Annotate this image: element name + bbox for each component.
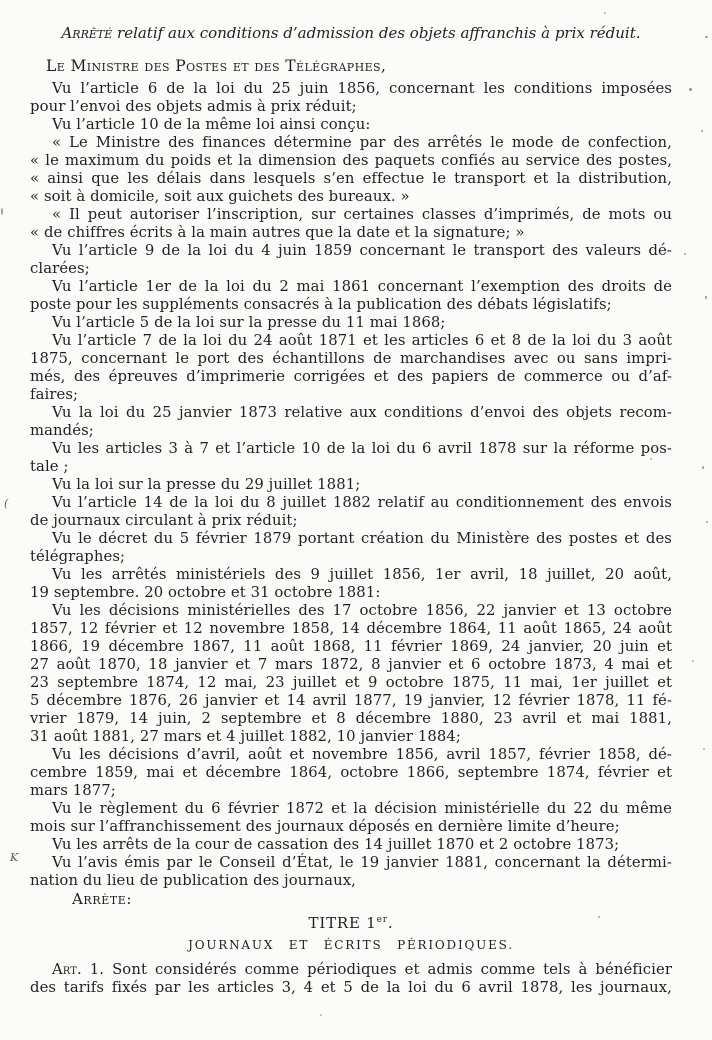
text-line: Vu le décret du 5 février 1879 portant création du Ministère des postes et des <box>52 530 672 547</box>
document-content <box>30 24 672 997</box>
scan-speck <box>705 36 708 38</box>
text-line: nation du lieu de publication des journaux, <box>30 872 356 889</box>
scan-speck <box>692 660 694 662</box>
text-line: Vu l’article 10 de la même loi ainsi conçu: <box>52 116 371 133</box>
scan-speck <box>689 88 692 91</box>
text-line: faires; <box>30 386 79 403</box>
text-line: 23 septembre 1874, 12 mai, 23 juillet et 9 octobre 1875, 11 mai, 1er juillet et <box>30 674 672 691</box>
document-title <box>30 24 672 43</box>
section-subtitle: JOURNAUX ET ÉCRITS PÉRIODIQUES. <box>188 938 514 952</box>
text-line: télégraphes; <box>30 548 126 565</box>
scan-speck <box>650 458 652 460</box>
section-heading-period: . <box>387 914 394 932</box>
text-line: « Le Ministre des finances détermine par des arrêtés le mode de confection, <box>52 134 672 151</box>
text-line: « ainsi que les délais dans lesquels s’en effectue le transport et la distribution, <box>30 170 672 187</box>
text-line: de journaux circulant à prix réduit; <box>30 512 298 529</box>
margin-mark: K <box>10 851 19 864</box>
text-line: mandés; <box>30 422 94 439</box>
text-line: Vu l’article 6 de la loi du 25 juin 1856, concernant les conditions imposées <box>52 80 672 97</box>
text-line: Vu les articles 3 à 7 et l’article 10 de la loi du 6 avril 1878 sur la réforme pos- <box>52 440 672 457</box>
text-line: « soit à domicile, soit aux guichets des bureaux. » <box>30 188 410 205</box>
text-line: 1857, 12 février et 12 novembre 1858, 14 décembre 1864, 11 août 1865, 24 août <box>30 620 672 637</box>
arrete-line: Arrète: <box>72 890 133 908</box>
text-line: « de chiffres écrits à la main autres que la date et la signature; » <box>30 224 525 241</box>
text-line: 5 décembre 1876, 26 janvier et 14 avril 1877, 19 janvier, 12 février 1878, 11 fé- <box>30 692 672 709</box>
body-lines <box>30 80 672 890</box>
text-line: 19 septembre. 20 octobre et 31 octobre 1881: <box>30 584 381 601</box>
article-lines <box>30 961 672 997</box>
text-line: Vu l’article 9 de la loi du 4 juin 1859 concernant le transport des valeurs dé- <box>52 242 672 259</box>
text-line: Vu l’article 14 de la loi du 8 juillet 1882 relatif au conditionnement des envois <box>52 494 672 511</box>
text-line: Art. 1. Sont considérés comme périodiques et admis comme tels à bénéficier <box>52 961 672 978</box>
text-line: 31 août 1881, 27 mars et 4 juillet 1882, 10 janvier 1884; <box>30 728 462 745</box>
text-line: Vu les arrêtés ministériels des 9 juillet 1856, 1er avril, 18 juillet, 20 août, <box>52 566 672 583</box>
text-line: Vu l’avis émis par le Conseil d’État, le 19 janvier 1881, concernant la détermi- <box>52 854 672 871</box>
section-heading-ordinal: er <box>376 915 388 925</box>
scan-speck <box>701 130 703 132</box>
text-line: Vu les décisions d’avril, août et novembre 1856, avril 1857, février 1858, dé- <box>52 746 672 763</box>
text-line: clarées; <box>30 260 90 277</box>
text-line: cembre 1859, mai et décembre 1864, octobre 1866, septembre 1874, février et <box>30 764 672 781</box>
text-line: tale ; <box>30 458 69 475</box>
text-line: Vu l’article 1er de la loi du 2 mai 1861 concernant l’exemption des droits de <box>52 278 672 295</box>
title-rest: relatif aux conditions d’admission des objets affranchis à prix réduit. <box>112 24 641 42</box>
scan-speck <box>706 521 708 523</box>
scan-speck <box>1 208 3 215</box>
text-line: 1875, concernant le port des échantillons de marchandises avec ou sans impri- <box>30 350 672 367</box>
scan-speck <box>702 466 704 469</box>
section-heading <box>30 911 672 933</box>
scan-speck <box>320 1014 322 1016</box>
title-lead-word: Arrêté <box>61 24 113 42</box>
text-line: Vu les décisions ministérielles des 17 octobre 1856, 22 janvier et 13 octobre <box>52 602 672 619</box>
text-line: 1866, 19 décembre 1867, 11 août 1868, 11 février 1869, 24 janvier, 20 juin et <box>30 638 672 655</box>
scan-speck <box>604 12 606 14</box>
text-line: Vu l’article 5 de la loi sur la presse du 11 mai 1868; <box>52 314 446 331</box>
text-line: mars 1877; <box>30 782 116 799</box>
text-line: poste pour les suppléments consacrés à la publication des débats législatifs; <box>30 296 612 313</box>
scan-speck <box>703 748 705 750</box>
text-line: « Il peut autoriser l’inscription, sur certaines classes d’imprimés, de mots ou <box>52 206 672 223</box>
salutation-line: Le Ministre des Postes et des Télégraphes, <box>46 57 387 75</box>
text-line: Vu l’article 7 de la loi du 24 août 1871 et les articles 6 et 8 de la loi du 3 août <box>52 332 672 349</box>
text-line: Vu les arrêts de la cour de cassation des 14 juillet 1870 et 2 octobre 1873; <box>52 836 620 853</box>
scan-speck <box>705 296 707 299</box>
text-line: Vu le règlement du 6 février 1872 et la décision ministérielle du 22 du même <box>52 800 672 817</box>
section-heading-text: TITRE 1 <box>308 914 377 932</box>
text-line: mois sur l’affranchissement des journaux déposés en dernière limite d’heure; <box>30 818 620 835</box>
article-number-label: Art. 1. <box>52 961 105 978</box>
text-line: Vu la loi du 25 janvier 1873 relative aux conditions d’envoi des objets recom- <box>52 404 672 421</box>
text-line: des tarifs fixés par les articles 3, 4 et 5 de la loi du 6 avril 1878, les journaux, <box>30 979 672 996</box>
text-line: més, des épreuves d’imprimerie corrigées et des papiers de commerce ou d’af- <box>30 368 672 385</box>
text-line: vrier 1879, 14 juin, 2 septembre et 8 décembre 1880, 23 avril et mai 1881, <box>30 710 672 727</box>
scan-speck <box>598 916 600 918</box>
text-line: « le maximum du poids et la dimension des paquets confiés au service des postes, <box>30 152 672 169</box>
scan-speck <box>684 253 686 255</box>
margin-mark: ( <box>4 497 9 510</box>
text-line: 27 août 1870, 18 janvier et 7 mars 1872, 8 janvier et 6 octobre 1873, 4 mai et <box>30 656 672 673</box>
text-line: Vu la loi sur la presse du 29 juillet 1881; <box>52 476 361 493</box>
text-line: pour l’envoi des objets admis à prix réduit; <box>30 98 357 115</box>
